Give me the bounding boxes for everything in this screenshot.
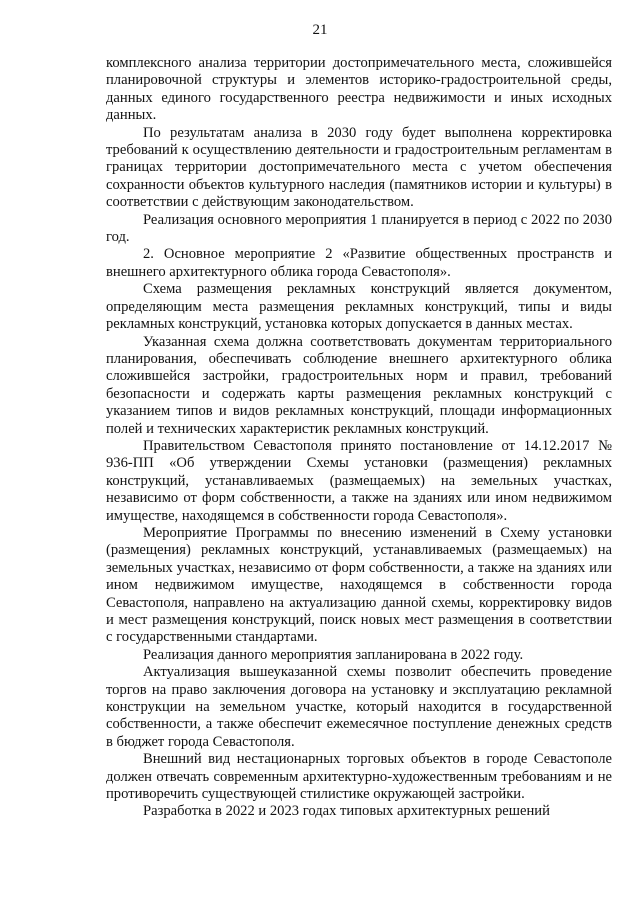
paragraph-analysis-results: По результатам анализа в 2030 году будет выполнена корректировка требований к осуществлению деятельности и градостроительным регламентам в границах территории достопримечательного места с учетом обеспечения сохранности объектов культурного наследия (памятников истории и культуры) в соответствии с действующим законодательством. bbox=[106, 124, 612, 211]
page-number: 21 bbox=[312, 22, 328, 38]
paragraph-advertising-scheme: Схема размещения рекламных конструкций является документом, определяющим места размещения рекламных конструкций, типы и виды рекламных конструкций, установка которых допускается в данных местах. bbox=[106, 281, 612, 333]
paragraph-program-measure: Мероприятие Программы по внесению изменений в Схему установки (размещения) рекламных конструкций, устанавливаемых (размещаемых) на земельных участках, независимо от форм собственности, а также на зданиях или ином недвижимом имуществе, находящемся в собственности города Севастополя, направлено на актуализацию данной схемы, корректировку видов и мест размещения конструкций, поиск новых мест размещения в соответствии с государственными стандартами. bbox=[106, 524, 612, 646]
document-body bbox=[106, 55, 612, 821]
paragraph-continuation: комплексного анализа территории достопримечательного места, сложившейся планировочной структуры и элементов историко-градостроительной среды, данных единого государственного реестра недвижимости и иных исходных данных. bbox=[106, 55, 612, 124]
paragraph-trade-objects: Внешний вид нестационарных торговых объектов в городе Севастополе должен отвечать современным архитектурно-художественным требованиям и не противоречить существующей стилистике окружающей застройки. bbox=[106, 751, 612, 803]
paragraph-scheme-update: Актуализация вышеуказанной схемы позволит обеспечить проведение торгов на право заключения договора на установку и эксплуатацию рекламной конструкции на земельном участке, который находится в государственной собственности, а также обеспечит ежемесячное поступление денежных средств в бюджет города Севастополя. bbox=[106, 664, 612, 750]
paragraph-measure-1-period: Реализация основного мероприятия 1 планируется в период с 2022 по 2030 год. bbox=[106, 211, 612, 246]
paragraph-implementation-2022: Реализация данного мероприятия запланирована в 2022 году. bbox=[143, 646, 524, 663]
paragraph-government-decree: Правительством Севастополя принято постановление от 14.12.2017 № 936-ПП «Об утверждении Схемы установки (размещения) рекламных конструкций, устанавливаемых (размещаемых) на земельных участках, независимо от форм собственности, а также на зданиях или ином недвижимом имуществе, находящемся в собственности города Севастополя». bbox=[106, 437, 612, 524]
paragraph-measure-2-heading: 2. Основное мероприятие 2 «Развитие общественных пространств и внешнего архитектурного облика города Севастополя». bbox=[106, 246, 612, 280]
paragraph-typical-solutions: Разработка в 2022 и 2023 годах типовых архитектурных решений bbox=[143, 803, 550, 820]
paragraph-scheme-requirements: Указанная схема должна соответствовать документам территориального планирования, обеспечивать соблюдение внешнего архитектурного облика сложившейся застройки, градостроительных норм и правил, требований безопасности и содержать карты размещения рекламных конструкций с указанием типов и видов рекламных конструкций, площади информационных полей и технических характеристик рекламных конструкций. bbox=[106, 333, 612, 437]
